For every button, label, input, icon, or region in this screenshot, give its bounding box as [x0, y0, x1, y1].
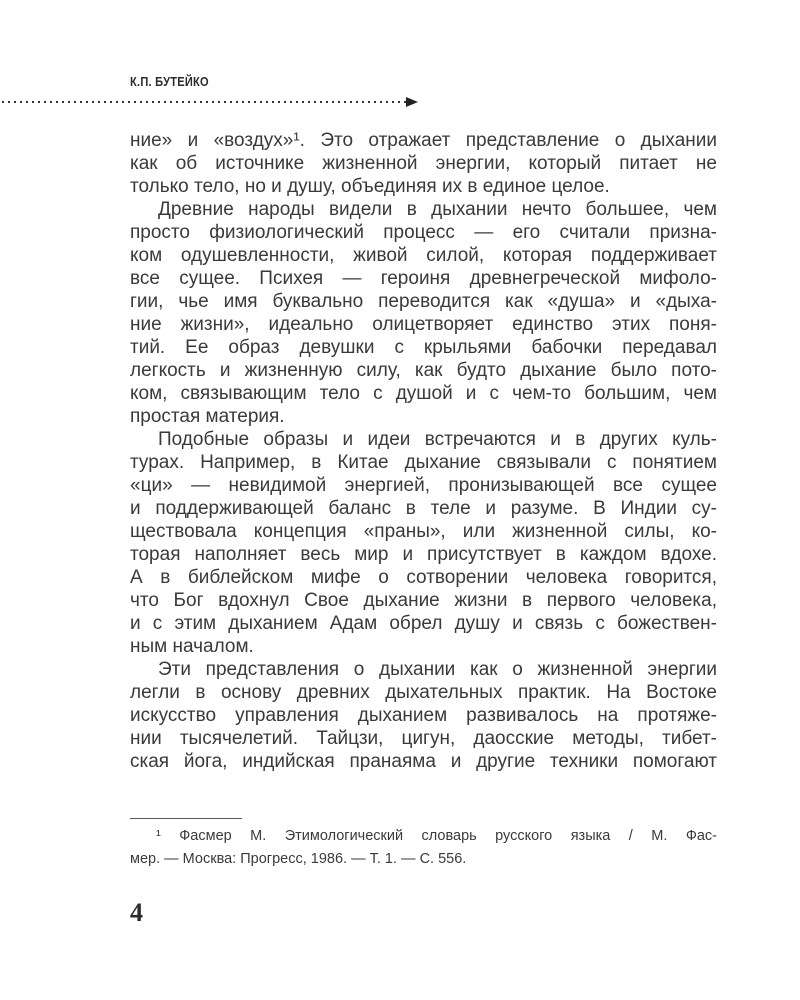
footnote — [130, 825, 717, 871]
text-line: нии тысячелетий. Тайцзи, цигун, даосские методы, тибет- — [130, 728, 717, 749]
text-line: все сущее. Психея — героиня древнегреческой мифоло- — [130, 268, 717, 289]
text-line: легли в основу древних дыхательных практик. На Востоке — [130, 682, 717, 703]
text-line: Подобные образы и идеи встречаются и в других куль- — [158, 429, 717, 450]
text-line: и с этим дыханием Адам обрел душу и связь с божествен- — [130, 613, 717, 634]
text-line: ным началом. — [130, 636, 254, 657]
text-line: легкость и жизненную силу, как будто дыхание было пото- — [130, 360, 717, 381]
text-line: ние жизни», идеально олицетворяет единство этих поня- — [130, 314, 717, 335]
text-line: ществовала концепция «праны», или жизненной силы, ко- — [130, 521, 717, 542]
body-text — [130, 129, 717, 773]
header-rule-arrowhead — [406, 97, 418, 107]
text-line: Древние народы видели в дыхании нечто большее, чем — [158, 199, 717, 220]
text-line: А в библейском мифе о сотворении человека говорится, — [130, 567, 717, 588]
text-line: что Бог вдохнул Свое дыхание жизни в первого человека, — [130, 590, 717, 611]
text-line: турах. Например, в Китае дыхание связывали с понятием — [130, 452, 717, 473]
text-line: тий. Ее образ девушки с крыльями бабочки передавал — [130, 337, 717, 358]
running-head: К.П. БУТЕЙКО — [130, 74, 209, 89]
page-number: 4 — [130, 898, 143, 927]
text-line: ние» и «воздух»¹. Это отражает представление о дыхании — [130, 130, 717, 151]
text-line: ская йога, индийская пранаяма и другие техники помогают — [130, 751, 717, 772]
text-line: простая материя. — [130, 406, 285, 427]
footnote-line: мер. — Москва: Прогресс, 1986. — Т. 1. — С. 556. — [130, 851, 467, 867]
text-line: только тело, но и душу, объединяя их в единое целое. — [130, 176, 610, 197]
text-line: как об источнике жизненной энергии, который питает не — [130, 153, 717, 174]
text-line: искусство управления дыханием развивалось на протяже- — [130, 705, 717, 726]
footnote-line: ¹ Фасмер М. Этимологический словарь русского языка / М. Фас- — [156, 828, 717, 844]
text-line: и поддерживающей баланс в теле и разуме. В Индии су- — [130, 498, 717, 519]
text-line: Эти представления о дыхании как о жизненной энергии — [158, 659, 717, 680]
text-line: просто физиологический процесс — его считали призна- — [130, 222, 717, 243]
text-line: ком одушевленности, живой силой, которая поддерживает — [130, 245, 717, 266]
header-dotted-rule — [0, 96, 420, 108]
text-line: ком, связывающим тело с душой и с чем-то большим, чем — [130, 383, 717, 404]
text-line: торая наполняет весь мир и присутствует в каждом вдохе. — [130, 544, 717, 565]
text-line: «ци» — невидимой энергией, пронизывающей все сущее — [130, 475, 717, 496]
text-line: гии, чье имя буквально переводится как «душа» и «дыха- — [130, 291, 717, 312]
footnote-rule — [130, 818, 242, 819]
